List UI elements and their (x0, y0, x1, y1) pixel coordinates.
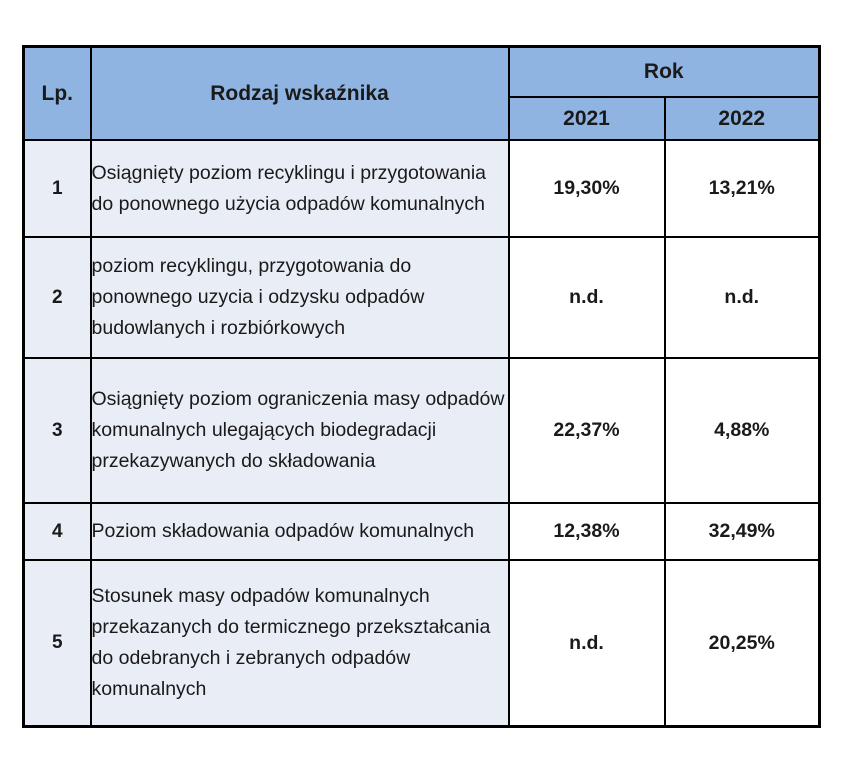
header-year-group: Rok (509, 47, 820, 98)
value-2021: 22,37% (509, 358, 665, 503)
table-row (24, 560, 820, 727)
value-2021: 19,30% (509, 140, 665, 237)
value-2021: n.d. (509, 237, 665, 358)
header-lp: Lp. (24, 47, 91, 141)
header-indicator-type: Rodzaj wskaźnika (91, 47, 509, 141)
table-row (24, 503, 820, 560)
table-row (24, 358, 820, 503)
header-year-2022: 2022 (665, 97, 820, 140)
indicator-text: Osiągnięty poziom ograniczenia masy odpadów komunalnych ulegających biodegradacji przekazywanych do składowania (91, 358, 509, 503)
value-2022: 20,25% (665, 560, 820, 727)
value-2022: n.d. (665, 237, 820, 358)
indicator-text: Poziom składowania odpadów komunalnych (91, 503, 509, 560)
row-number: 2 (24, 237, 91, 358)
value-2022: 4,88% (665, 358, 820, 503)
indicator-text: Osiągnięty poziom recyklingu i przygotowania do ponownego użycia odpadów komunalnych (91, 140, 509, 237)
indicator-text: poziom recyklingu, przygotowania do ponownego uzycia i odzysku odpadów budowlanych i rozbiórkowych (91, 237, 509, 358)
value-2022: 13,21% (665, 140, 820, 237)
table-row (24, 237, 820, 358)
row-number: 3 (24, 358, 91, 503)
value-2022: 32,49% (665, 503, 820, 560)
waste-indicators-table (22, 45, 821, 728)
value-2021: 12,38% (509, 503, 665, 560)
row-number: 5 (24, 560, 91, 727)
row-number: 1 (24, 140, 91, 237)
header-year-2021: 2021 (509, 97, 665, 140)
indicator-text: Stosunek masy odpadów komunalnych przekazanych do termicznego przekształcania do odebranych i zebranych odpadów komunalnych (91, 560, 509, 727)
value-2021: n.d. (509, 560, 665, 727)
row-number: 4 (24, 503, 91, 560)
header-row-top (24, 47, 820, 98)
table-row (24, 140, 820, 237)
